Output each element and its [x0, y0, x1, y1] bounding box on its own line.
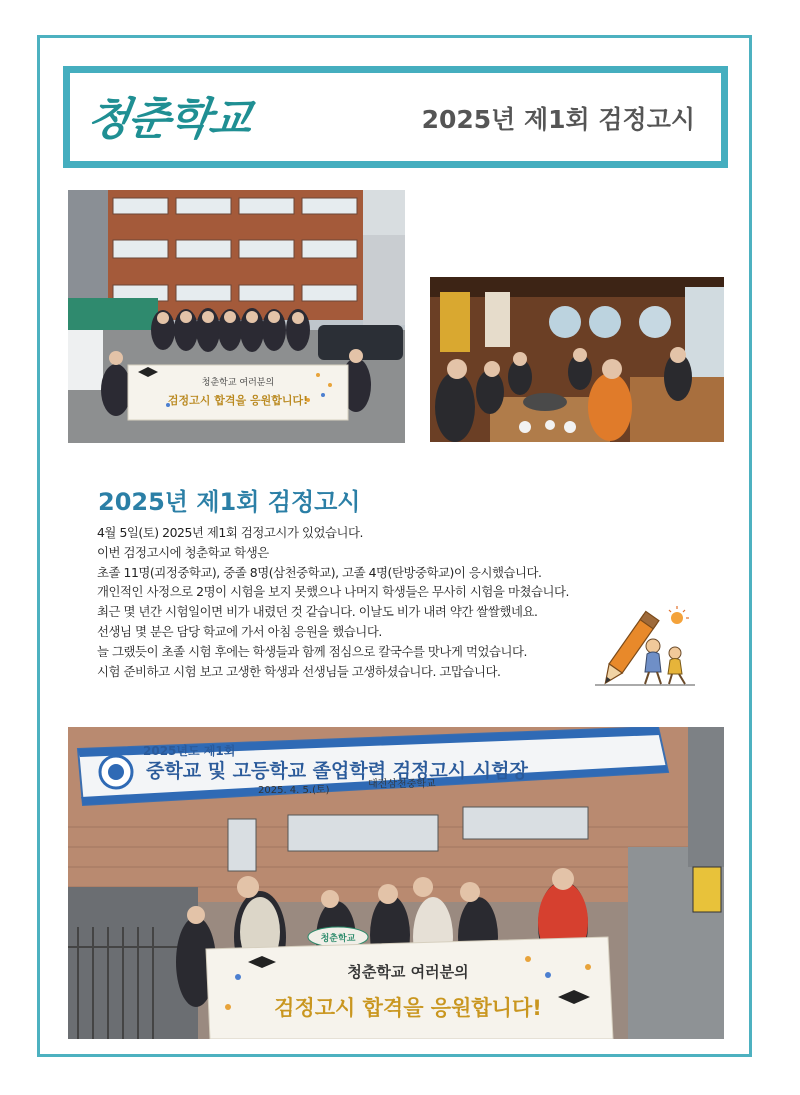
photo-exam-site: [68, 727, 724, 1039]
sign-title: 중학교 및 고등학교 졸업학력 검정고시 시험장: [146, 760, 528, 782]
article-line: 이번 검정고시에 청춘학교 학생은: [97, 544, 269, 560]
article-line: 초졸 11명(괴정중학교), 중졸 8명(삼천중학교), 고졸 4명(탄방중학교)이 응시했습니다.: [97, 564, 542, 580]
sign-year: 2025년도 제1회: [143, 744, 236, 758]
article-body: [97, 523, 607, 681]
held-sign: 청춘학교: [320, 934, 356, 944]
photo3-banner-line1: 청춘학교 여러분의: [347, 963, 469, 981]
article-line: 개인적인 사정으로 2명이 시험을 보지 못했으나 나머지 학생들은 무사히 시험을 마쳤습니다.: [97, 584, 570, 600]
article-line: 4월 5일(토) 2025년 제1회 검정고시가 있었습니다.: [97, 525, 364, 540]
article-line: 늘 그랬듯이 초졸 시험 후에는 학생들과 함께 점심으로 칼국수를 맛나게 먹었습니다.: [97, 643, 528, 659]
pencil-kids-clipart: [595, 598, 695, 686]
sign-school: 대전삼천중학교: [368, 779, 436, 790]
photo1-banner-line1: 청춘학교 여러분의: [201, 378, 275, 388]
page-header: [63, 66, 728, 168]
article-line: 최근 몇 년간 시험일이면 비가 내렸던 것 같습니다. 이날도 비가 내려 약간 쌀쌀했네요.: [97, 604, 538, 620]
school-logo: 청춘학교: [83, 94, 253, 145]
photo3-banner-line2: 검정고시 합격을 응원합니다!: [274, 996, 542, 1020]
photo-lunch: [430, 277, 724, 442]
photo1-banner-line2: 검정고시 합격을 응원합니다!: [167, 394, 309, 407]
article-line: 선생님 몇 분은 담당 학교에 가서 아침 응원을 했습니다.: [97, 623, 382, 639]
sign-date: 2025. 4. 5.(토): [258, 785, 330, 796]
header-title: 2025년 제1회 검정고시: [421, 105, 695, 134]
photo-cheering-group: [68, 190, 405, 443]
article-line: 시험 준비하고 시험 보고 고생한 학생과 선생님들 고생하셨습니다. 고맙습니다.: [97, 663, 501, 679]
article-title: 2025년 제1회 검정고시: [98, 488, 361, 516]
